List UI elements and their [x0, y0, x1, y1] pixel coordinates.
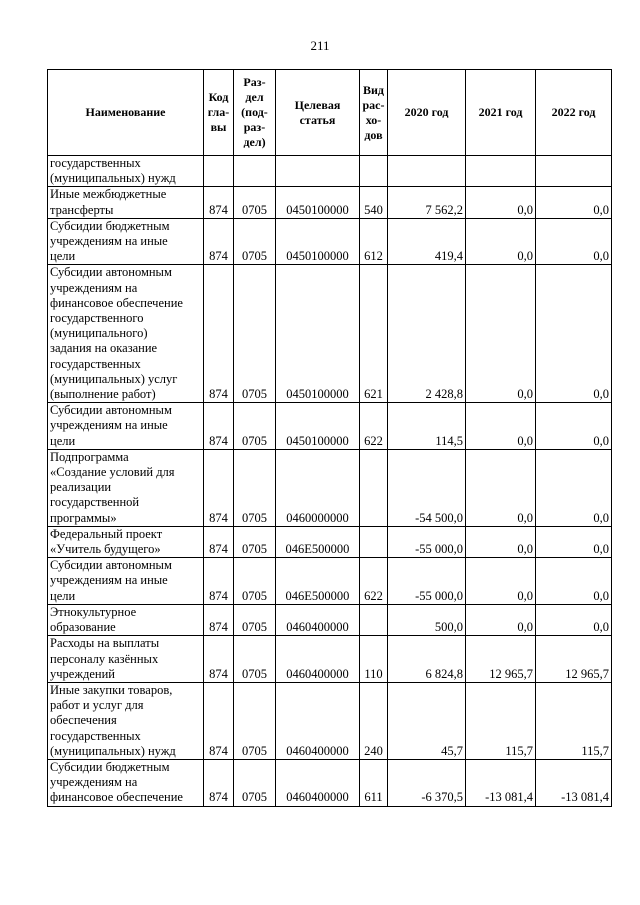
table-row	[48, 526, 612, 557]
cell-section: 0705	[234, 187, 276, 218]
table-row	[48, 682, 612, 759]
cell-section: 0705	[234, 526, 276, 557]
cell-year-2020: 45,7	[388, 682, 466, 759]
cell-year-2020: -55 000,0	[388, 558, 466, 605]
cell-name: Субсидии автономным учреждениям на иные цели	[48, 403, 204, 450]
budget-table	[47, 69, 612, 807]
cell-target-article	[276, 156, 360, 187]
cell-year-2021: 0,0	[466, 218, 536, 265]
cell-target-article: 046E500000	[276, 558, 360, 605]
header-name: Наименование	[48, 70, 204, 156]
table-row	[48, 156, 612, 187]
cell-chapter-code: 874	[204, 636, 234, 683]
cell-year-2022: 0,0	[536, 187, 612, 218]
cell-chapter-code: 874	[204, 403, 234, 450]
cell-name: Субсидии автономным учреждениям на иные цели	[48, 558, 204, 605]
cell-chapter-code: 874	[204, 682, 234, 759]
cell-target-article: 0450100000	[276, 265, 360, 403]
cell-year-2021: 12 965,7	[466, 636, 536, 683]
cell-year-2021: 0,0	[466, 187, 536, 218]
cell-year-2021: 115,7	[466, 682, 536, 759]
cell-year-2020: 114,5	[388, 403, 466, 450]
cell-name: Иные межбюджетные трансферты	[48, 187, 204, 218]
cell-target-article: 0460400000	[276, 682, 360, 759]
cell-name: Субсидии автономным учреждениям на финансовое обеспечение государственного (муниципального) задания на оказание государственных (муниципальных) услуг (выполнение работ)	[48, 265, 204, 403]
table-row	[48, 558, 612, 605]
cell-section: 0705	[234, 759, 276, 806]
cell-year-2022: 0,0	[536, 403, 612, 450]
header-year-2021: 2021 год	[466, 70, 536, 156]
table-row	[48, 187, 612, 218]
table-row	[48, 403, 612, 450]
cell-year-2021: 0,0	[466, 526, 536, 557]
cell-year-2020: 419,4	[388, 218, 466, 265]
cell-chapter-code: 874	[204, 187, 234, 218]
cell-chapter-code: 874	[204, 759, 234, 806]
cell-year-2020: 6 824,8	[388, 636, 466, 683]
cell-target-article: 046E500000	[276, 526, 360, 557]
cell-name: Иные закупки товаров, работ и услуг для обеспечения государственных (муниципальных) нужд	[48, 682, 204, 759]
cell-name: Субсидии бюджетным учреждениям на иные цели	[48, 218, 204, 265]
header-target-article: Целевая статья	[276, 70, 360, 156]
cell-target-article: 0450100000	[276, 187, 360, 218]
cell-name: Субсидии бюджетным учреждениям на финансовое обеспечение	[48, 759, 204, 806]
cell-year-2021: 0,0	[466, 449, 536, 526]
cell-section: 0705	[234, 403, 276, 450]
cell-year-2022: -13 081,4	[536, 759, 612, 806]
cell-expense-type	[360, 526, 388, 557]
cell-year-2022: 0,0	[536, 558, 612, 605]
cell-year-2022: 0,0	[536, 526, 612, 557]
header-year-2020: 2020 год	[388, 70, 466, 156]
cell-target-article: 0460000000	[276, 449, 360, 526]
cell-chapter-code: 874	[204, 265, 234, 403]
table-row	[48, 636, 612, 683]
cell-expense-type: 110	[360, 636, 388, 683]
table-header-row	[48, 70, 612, 156]
cell-year-2022: 0,0	[536, 218, 612, 265]
cell-name: Этнокультурное образование	[48, 604, 204, 635]
cell-year-2022: 0,0	[536, 604, 612, 635]
cell-year-2021: 0,0	[466, 558, 536, 605]
cell-expense-type: 240	[360, 682, 388, 759]
table-row	[48, 759, 612, 806]
cell-year-2021: 0,0	[466, 265, 536, 403]
table-row	[48, 604, 612, 635]
cell-expense-type: 621	[360, 265, 388, 403]
cell-expense-type: 540	[360, 187, 388, 218]
cell-year-2022	[536, 156, 612, 187]
cell-section: 0705	[234, 218, 276, 265]
cell-year-2020: 500,0	[388, 604, 466, 635]
cell-target-article: 0460400000	[276, 604, 360, 635]
cell-year-2022: 0,0	[536, 449, 612, 526]
cell-section: 0705	[234, 604, 276, 635]
cell-year-2021: 0,0	[466, 604, 536, 635]
cell-name: государственных (муниципальных) нужд	[48, 156, 204, 187]
cell-target-article: 0450100000	[276, 403, 360, 450]
cell-target-article: 0460400000	[276, 759, 360, 806]
cell-section: 0705	[234, 636, 276, 683]
cell-name: Расходы на выплаты персоналу казённых учреждений	[48, 636, 204, 683]
cell-year-2021	[466, 156, 536, 187]
cell-expense-type: 611	[360, 759, 388, 806]
cell-expense-type	[360, 449, 388, 526]
cell-target-article: 0450100000	[276, 218, 360, 265]
cell-chapter-code: 874	[204, 604, 234, 635]
cell-chapter-code: 874	[204, 449, 234, 526]
cell-expense-type	[360, 156, 388, 187]
cell-section: 0705	[234, 558, 276, 605]
header-chapter-code: Код гла- вы	[204, 70, 234, 156]
cell-target-article: 0460400000	[276, 636, 360, 683]
cell-year-2020: 2 428,8	[388, 265, 466, 403]
cell-year-2022: 0,0	[536, 265, 612, 403]
cell-name: Федеральный проект «Учитель будущего»	[48, 526, 204, 557]
cell-year-2022: 115,7	[536, 682, 612, 759]
cell-section: 0705	[234, 449, 276, 526]
cell-expense-type: 612	[360, 218, 388, 265]
cell-year-2022: 12 965,7	[536, 636, 612, 683]
cell-chapter-code: 874	[204, 218, 234, 265]
cell-year-2020: 7 562,2	[388, 187, 466, 218]
cell-year-2020: -55 000,0	[388, 526, 466, 557]
cell-section: 0705	[234, 682, 276, 759]
cell-chapter-code: 874	[204, 526, 234, 557]
cell-chapter-code: 874	[204, 558, 234, 605]
header-expense-type: Вид рас- хо- дов	[360, 70, 388, 156]
cell-expense-type: 622	[360, 403, 388, 450]
header-year-2022: 2022 год	[536, 70, 612, 156]
cell-section	[234, 156, 276, 187]
cell-year-2021: 0,0	[466, 403, 536, 450]
table-row	[48, 218, 612, 265]
table-row	[48, 265, 612, 403]
cell-section: 0705	[234, 265, 276, 403]
page-number: 211	[310, 38, 330, 53]
cell-expense-type: 622	[360, 558, 388, 605]
cell-year-2020: -6 370,5	[388, 759, 466, 806]
cell-name: Подпрограмма «Создание условий для реализации государственной программы»	[48, 449, 204, 526]
cell-expense-type	[360, 604, 388, 635]
cell-year-2021: -13 081,4	[466, 759, 536, 806]
cell-year-2020: -54 500,0	[388, 449, 466, 526]
cell-chapter-code	[204, 156, 234, 187]
header-section: Раз- дел (под- раз- дел)	[234, 70, 276, 156]
table-row	[48, 449, 612, 526]
table-body	[48, 156, 612, 807]
cell-year-2020	[388, 156, 466, 187]
